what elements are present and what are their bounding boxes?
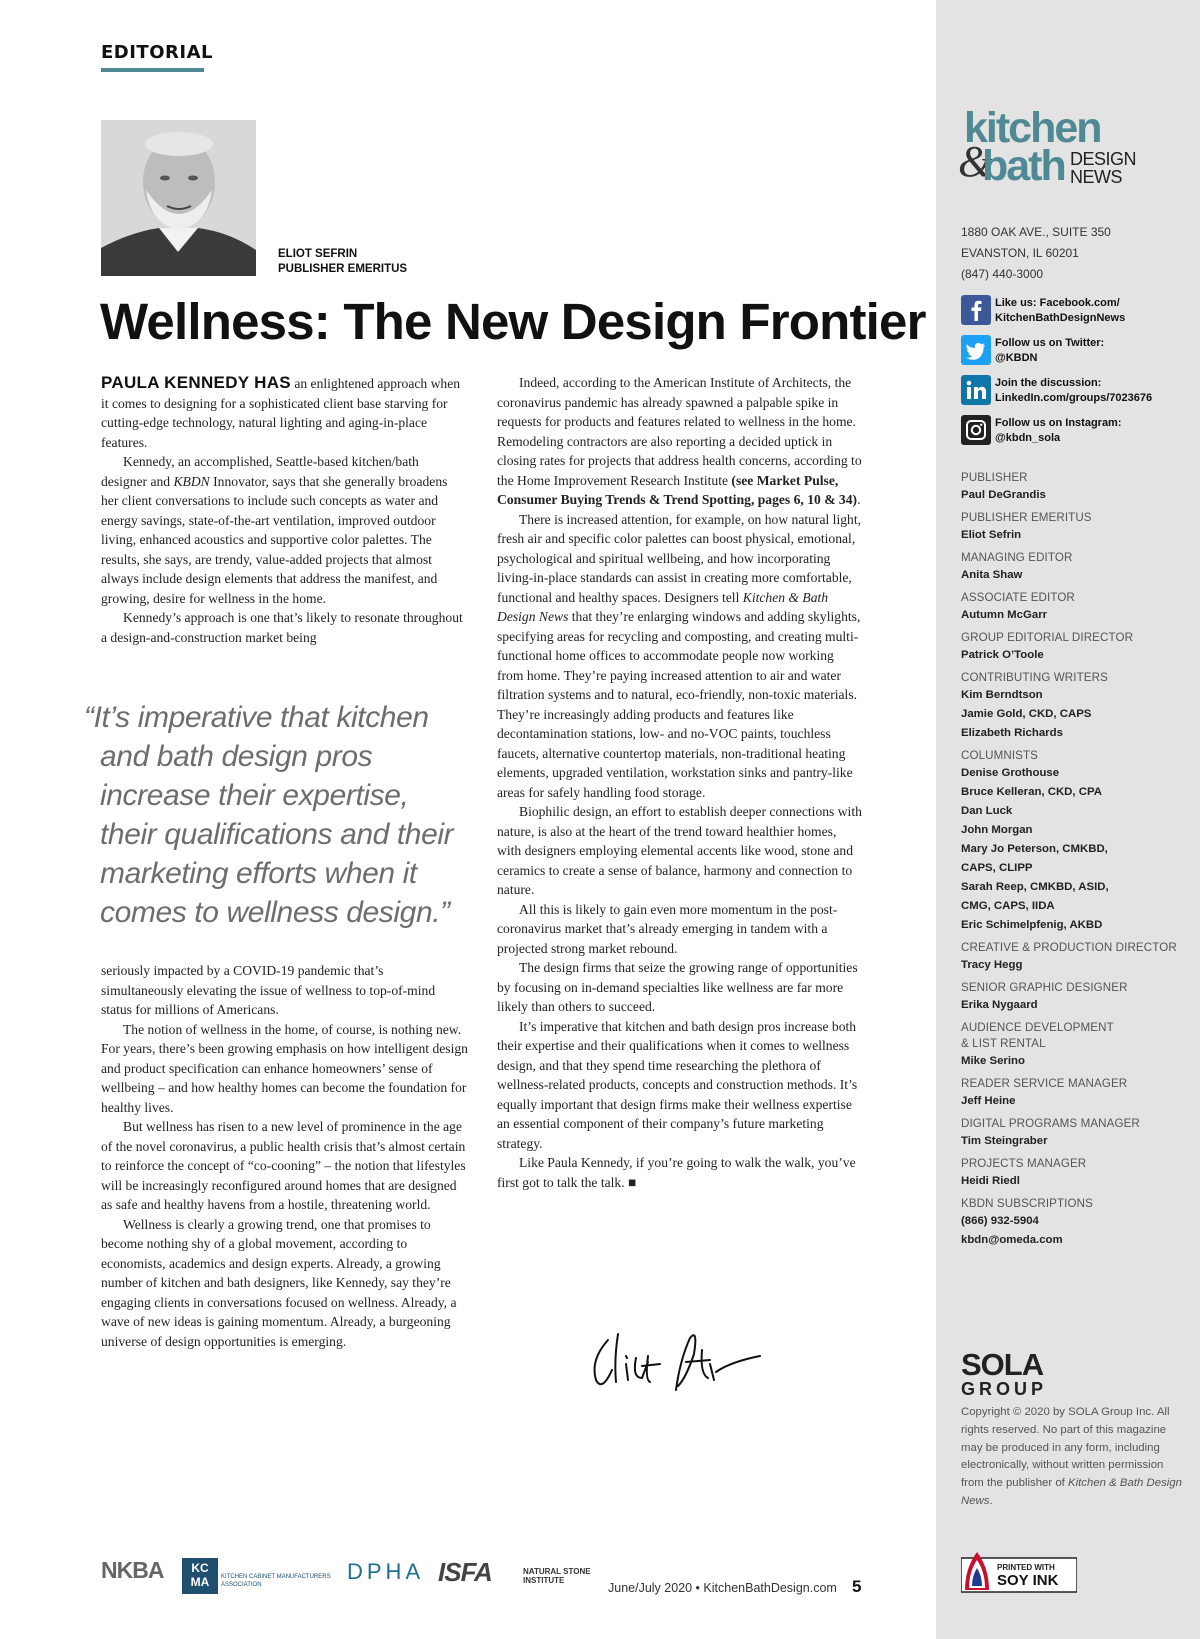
section-rule — [101, 68, 204, 72]
author-signature — [590, 1320, 770, 1400]
masthead-list — [961, 470, 1191, 1255]
masthead-entry — [961, 670, 1191, 743]
masthead-role: READER SERVICE MANAGER — [961, 1077, 1128, 1090]
social-twitter[interactable]: Follow us on Twitter: @KBDN — [961, 335, 1191, 369]
lead-in: PAULA KENNEDY HAS — [101, 373, 291, 392]
facebook-icon — [961, 295, 991, 325]
masthead-role: MANAGING EDITOR — [961, 551, 1073, 564]
body-column-2: Indeed, according to the American Institute of Architects, the coronavirus pandemic has already spawned a palpable spike in requests for products and features related to wellness in the home. Remodeling contractors are also reporting a decided uptick in closing rates for projects that address health concerns, according to the Home Improvement Research Institute (see Market Pulse, Consumer Buying Trends & Trend Spotting, pages 6, 10 & 34). There is increased attention, for example, on how natural light, fresh air and specific color palettes can boost physical, emotional, psychological and spiritual wellbeing, and how incorporating living-in-place standards can assist in creating more comfortable, functional and healthy spaces. Designers tell Kitchen & Bath Design News that they’re enlarging windows and adding skylights, specifying areas for recycling and composting, and creating multi-functional home offices to accommodate people now working from home. They’re paying increased attention to air and water filtration systems and to natural, eco-friendly, non-toxic materials. They’re increasingly adding products and features like decontamination stations, low- and no-VOC paints, touchless faucets, alternative countertop materials, non-traditional heating elements, upgraded ventilation, workstation sinks and pantry-like areas for safely handling food storage. Biophilic design, an effort to establish deeper connections with nature, is also at the heart of the trend toward healthier homes, with designers employing elemental accents like wood, stone and ceramics to create a sense of balance, harmony and connection to nature. All this is likely to gain even more momentum in the post-coronavirus market that’s already emerging in tandem with a projected strong market rebound. The design firms that seize the growing range of opportunities by focusing on in-demand specialties like wellness are far more likely than others to succeed. It’s imperative that kitchen and bath design pros increase both their expertise and their qualifications when it comes to wellness design, and that they spend time researching the plethora of wellness-related products, concepts and construction methods. It’s equally important that design firms make their wellness expertise an essential component of their company’s future marketing strategy. Like Paula Kennedy, if you’re going to walk the walk, you’ve first got to talk the talk. ■ — [497, 375, 862, 1190]
masthead-name: Kim Berndtson — [961, 689, 1043, 701]
author-name: ELIOT SEFRIN — [278, 248, 358, 260]
masthead-role: SENIOR GRAPHIC DESIGNER — [961, 981, 1128, 994]
masthead-name: Eric Schimelpfenig, AKBD — [961, 919, 1103, 931]
author-title: PUBLISHER EMERITUS — [278, 263, 408, 275]
masthead-name: Mike Serino — [961, 1055, 1025, 1067]
section-label: EDITORIAL — [101, 42, 213, 63]
publisher-address: 1880 OAK AVE., SUITE 350 EVANSTON, IL 60201 (847) 440-3000 — [961, 225, 1111, 281]
masthead-name: Paul DeGrandis — [961, 489, 1046, 501]
masthead-name: CMG, CAPS, IIDA — [961, 900, 1055, 912]
masthead-entry — [961, 980, 1191, 1015]
sola-group-logo: SOLA GROUP — [961, 1347, 1048, 1399]
masthead-role: AUDIENCE DEVELOPMENT & LIST RENTAL — [961, 1021, 1114, 1050]
nkba-logo: NKBA — [101, 1557, 164, 1583]
masthead-name: Bruce Kelleran, CKD, CPA — [961, 786, 1102, 798]
masthead-name: CAPS, CLIPP — [961, 862, 1033, 874]
masthead-entry — [961, 1156, 1191, 1191]
social-facebook[interactable]: Like us: Facebook.com/ KitchenBathDesignNews — [961, 295, 1191, 329]
twitter-icon — [961, 335, 991, 365]
masthead-name: Jeff Heine — [961, 1095, 1016, 1107]
masthead-role: DIGITAL PROGRAMS MANAGER — [961, 1117, 1140, 1130]
masthead-name: Heidi Riedl — [961, 1175, 1020, 1187]
masthead-role: COLUMNISTS — [961, 749, 1039, 762]
masthead-role: PUBLISHER — [961, 471, 1028, 484]
body-column-1-bottom: seriously impacted by a COVID-19 pandemic that’s simultaneously elevating the issue of wellness to top-of-mind status for millions of Americans. The notion of wellness in the home, of course, is nothing new. For years, there’s been growing emphasis on how intelligent design and product specification can enhance homeowners’ sense of wellbeing – and how healthy homes can become the foundation for healthy lives. But wellness has risen to a new level of prominence in the age of the novel coronavirus, a public health crisis that’s almost certain to reinforce the concept of “co-cooning” – the notion that lifestyles will be increasingly reconfigured around homes that are designed as safe and healthy havens from a hostile, threatening world. Wellness is clearly a growing trend, one that promises to become nothing shy of a global movement, according to economists, academics and design experts. Already, a growing number of kitchen and bath designers, like Kennedy, say they’re engaging clients in conversations focused on wellness. Already, a wave of new ideas is gaining momentum. Already, a burgeoning universe of design opportunities is emerging. — [101, 963, 468, 1349]
soy-ink-title: SOY INK — [997, 1572, 1059, 1589]
masthead-entry — [961, 1076, 1191, 1111]
masthead-name: Tim Steingraber — [961, 1135, 1048, 1147]
soy-ink-caption: PRINTED WITH — [997, 1563, 1055, 1572]
byline — [278, 247, 407, 277]
isfa-logo: ISFA — [438, 1557, 492, 1587]
instagram-icon — [961, 415, 991, 445]
masthead-name: Elizabeth Richards — [961, 727, 1063, 739]
masthead-name: Jamie Gold, CKD, CAPS — [961, 708, 1092, 720]
body-column-1-top: PAULA KENNEDY HAS an enlightened approach when it comes to designing for a sophisticated client base starving for cutting-edge technology, natural lighting and aging-in-place features. Kennedy, an accomplished, Seattle-based kitchen/bath designer and KBDN Innovator, says that she generally broadens her client conversations to include such concepts as water and energy savings, state-of-the-art ventilation, improved outdoor living, enhanced acoustics and supportive color palettes. The results, she says, are trendy, value-added projects that almost always include design elements that address the manifest, and growing, desire for wellness in the home. Kennedy’s approach is one that’s likely to resonate throughout a design-and-construction market being — [101, 373, 463, 645]
masthead-name: Denise Grothouse — [961, 767, 1060, 779]
masthead-name: Autumn McGarr — [961, 609, 1048, 621]
kcma-logo: KC MA — [182, 1558, 218, 1594]
kcma-logo-text: KITCHEN CABINET MANUFACTURERS ASSOCIATION — [221, 1574, 331, 1588]
masthead-name: (866) 932-5904 — [961, 1215, 1039, 1227]
masthead-name: Mary Jo Peterson, CMKBD, — [961, 843, 1108, 855]
masthead-role: CONTRIBUTING WRITERS — [961, 671, 1108, 684]
masthead-entry — [961, 1196, 1191, 1250]
natural-stone-institute-logo: NATURAL STONE INSTITUTE — [523, 1567, 591, 1585]
masthead-entry — [961, 748, 1191, 935]
masthead-entry — [961, 550, 1191, 585]
social-linkedin[interactable]: Join the discussion: LinkedIn.com/groups/7023676 — [961, 375, 1191, 409]
soy-ink-badge — [961, 1548, 1077, 1594]
masthead-name: Anita Shaw — [961, 569, 1023, 581]
masthead-entry — [961, 940, 1191, 975]
masthead-entry — [961, 1116, 1191, 1151]
masthead-role: PROJECTS MANAGER — [961, 1157, 1087, 1170]
copyright-notice: Copyright © 2020 by SOLA Group Inc. All rights reserved. No part of this magazine may be produced in any form, including electronically, without written permission from the publisher of Kitchen & Bath Design News. — [961, 1406, 1182, 1507]
masthead-name: Eliot Sefrin — [961, 529, 1022, 541]
masthead-name: Tracy Hegg — [961, 959, 1023, 971]
kbdn-logo: kitchen & bath DESIGN NEWS — [958, 104, 1137, 190]
masthead-role: CREATIVE & PRODUCTION DIRECTOR — [961, 941, 1177, 954]
linkedin-icon — [961, 375, 991, 405]
masthead-name: kbdn@omeda.com — [961, 1234, 1063, 1246]
association-logos — [101, 1555, 591, 1595]
masthead-entry — [961, 510, 1191, 545]
page-number: 5 — [852, 1577, 862, 1596]
masthead-role: ASSOCIATE EDITOR — [961, 591, 1075, 604]
masthead-name: John Morgan — [961, 824, 1033, 836]
masthead-role: PUBLISHER EMERITUS — [961, 511, 1092, 524]
masthead-entry — [961, 630, 1191, 665]
dpha-logo: DPHA — [347, 1559, 425, 1584]
masthead-name: Patrick O’Toole — [961, 649, 1044, 661]
social-instagram[interactable]: Follow us on Instagram: @kbdn_sola — [961, 415, 1191, 449]
masthead-role: GROUP EDITORIAL DIRECTOR — [961, 631, 1134, 644]
masthead-name: Sarah Reep, CMKBD, ASID, — [961, 881, 1109, 893]
masthead-entry — [961, 1020, 1191, 1071]
masthead-name: Erika Nygaard — [961, 999, 1038, 1011]
author-photo — [101, 120, 256, 276]
masthead-entry — [961, 470, 1191, 505]
folio: June/July 2020 • KitchenBathDesign.com — [608, 1581, 837, 1595]
masthead-role: KBDN SUBSCRIPTIONS — [961, 1197, 1093, 1210]
pull-quote: “It’s imperative that kitchen and bath design pros increase their expertise, their qualifications and their marketing efforts when it comes to wellness design.” — [84, 701, 454, 929]
masthead-name: Dan Luck — [961, 805, 1013, 817]
masthead-entry — [961, 590, 1191, 625]
headline: Wellness: The New Design Frontier — [100, 293, 926, 350]
